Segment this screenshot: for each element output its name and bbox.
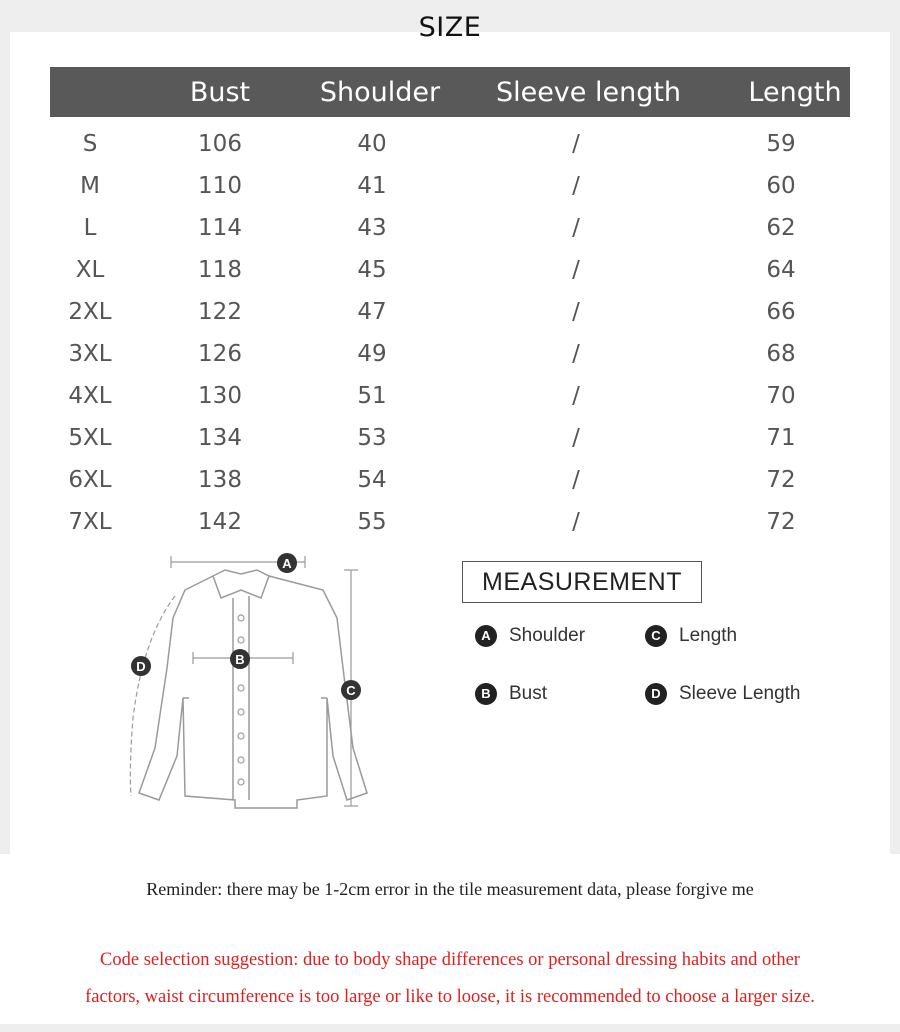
cell-sleeve-length: / [572, 131, 580, 157]
cell-size: 2XL [68, 299, 112, 325]
legend-length [645, 623, 737, 649]
legend-sleeve-length [645, 681, 801, 707]
cell-bust: 134 [198, 425, 242, 451]
cell-bust: 126 [198, 341, 242, 367]
cell-sleeve-length: / [572, 173, 580, 199]
table-row [0, 459, 900, 501]
cell-length: 66 [766, 299, 796, 325]
cell-sleeve-length: / [572, 383, 580, 409]
table-row [0, 333, 900, 375]
cell-sleeve-length: / [572, 341, 580, 367]
table-header [50, 67, 850, 117]
badge-a: A [282, 556, 292, 571]
cell-shoulder: 51 [357, 383, 387, 409]
cell-size: 6XL [68, 467, 112, 493]
cell-shoulder: 54 [357, 467, 387, 493]
header-shoulder: Shoulder [319, 77, 441, 108]
cell-size: M [80, 173, 100, 199]
suggestion-text [0, 942, 900, 1016]
cell-bust: 130 [198, 383, 242, 409]
cell-shoulder: 41 [357, 173, 387, 199]
cell-shoulder: 45 [357, 257, 387, 283]
cell-size: 7XL [68, 509, 112, 535]
shirt-diagram [115, 548, 375, 818]
cell-size: 3XL [68, 341, 112, 367]
badge-a-icon: A [475, 625, 497, 647]
badge-c-icon: C [645, 625, 667, 647]
header-sleeve-length: Sleeve length [495, 77, 682, 108]
table-row [0, 165, 900, 207]
cell-sleeve-length: / [572, 467, 580, 493]
header-size [50, 67, 130, 117]
legend-label-shoulder: Shoulder [509, 625, 586, 646]
cell-length: 72 [766, 467, 796, 493]
badge-d-icon: D [645, 683, 667, 705]
cell-shoulder: 53 [357, 425, 387, 451]
suggestion-line-2: factors, waist circumference is too large or like to loose, it is recommended to choose a larger size. [85, 987, 815, 1007]
cell-size: XL [75, 257, 105, 283]
cell-size: S [82, 131, 98, 157]
cell-size: 4XL [68, 383, 112, 409]
table-row [0, 123, 900, 165]
page-title: SIZE [418, 12, 482, 43]
cell-length: 68 [766, 341, 796, 367]
cell-size: L [83, 215, 97, 241]
cell-bust: 118 [198, 257, 242, 283]
badge-c: C [346, 683, 356, 698]
cell-bust: 114 [198, 215, 242, 241]
cell-sleeve-length: / [572, 299, 580, 325]
table-row [0, 501, 900, 543]
cell-bust: 142 [198, 509, 242, 535]
cell-length: 62 [766, 215, 796, 241]
badge-b: B [235, 652, 245, 667]
cell-length: 59 [766, 131, 796, 157]
cell-shoulder: 40 [357, 131, 387, 157]
reminder-text: Reminder: there may be 1-2cm error in the tile measurement data, please forgive me [146, 879, 754, 899]
cell-bust: 106 [198, 131, 242, 157]
cell-length: 60 [766, 173, 796, 199]
legend-label-bust: Bust [509, 683, 548, 704]
table-row [0, 249, 900, 291]
cell-bust: 138 [198, 467, 242, 493]
cell-bust: 110 [198, 173, 242, 199]
cell-shoulder: 47 [357, 299, 387, 325]
cell-shoulder: 49 [357, 341, 387, 367]
table-row [0, 417, 900, 459]
cell-shoulder: 55 [357, 509, 387, 535]
cell-length: 72 [766, 509, 796, 535]
legend-label-sleeve-length: Sleeve Length [679, 683, 801, 704]
suggestion-line-1: Code selection suggestion: due to body shape differences or personal dressing habits and other [100, 950, 800, 970]
header-bust: Bust [189, 77, 251, 108]
cell-length: 64 [766, 257, 796, 283]
header-length: Length [748, 77, 842, 108]
legend-shoulder [475, 623, 585, 649]
badge-d: D [136, 659, 146, 674]
badge-b-icon: B [475, 683, 497, 705]
cell-bust: 122 [198, 299, 242, 325]
table-row [0, 375, 900, 417]
cell-shoulder: 43 [357, 215, 387, 241]
cell-sleeve-length: / [572, 257, 580, 283]
cell-length: 70 [766, 383, 796, 409]
cell-sleeve-length: / [572, 425, 580, 451]
table-row [0, 207, 900, 249]
cell-sleeve-length: / [572, 509, 580, 535]
cell-length: 71 [766, 425, 796, 451]
cell-sleeve-length: / [572, 215, 580, 241]
legend-bust [475, 681, 547, 707]
table-row [0, 291, 900, 333]
legend-label-length: Length [679, 625, 738, 646]
measurement-title: MEASUREMENT [462, 561, 702, 603]
notice-section [0, 854, 900, 1024]
cell-size: 5XL [68, 425, 112, 451]
